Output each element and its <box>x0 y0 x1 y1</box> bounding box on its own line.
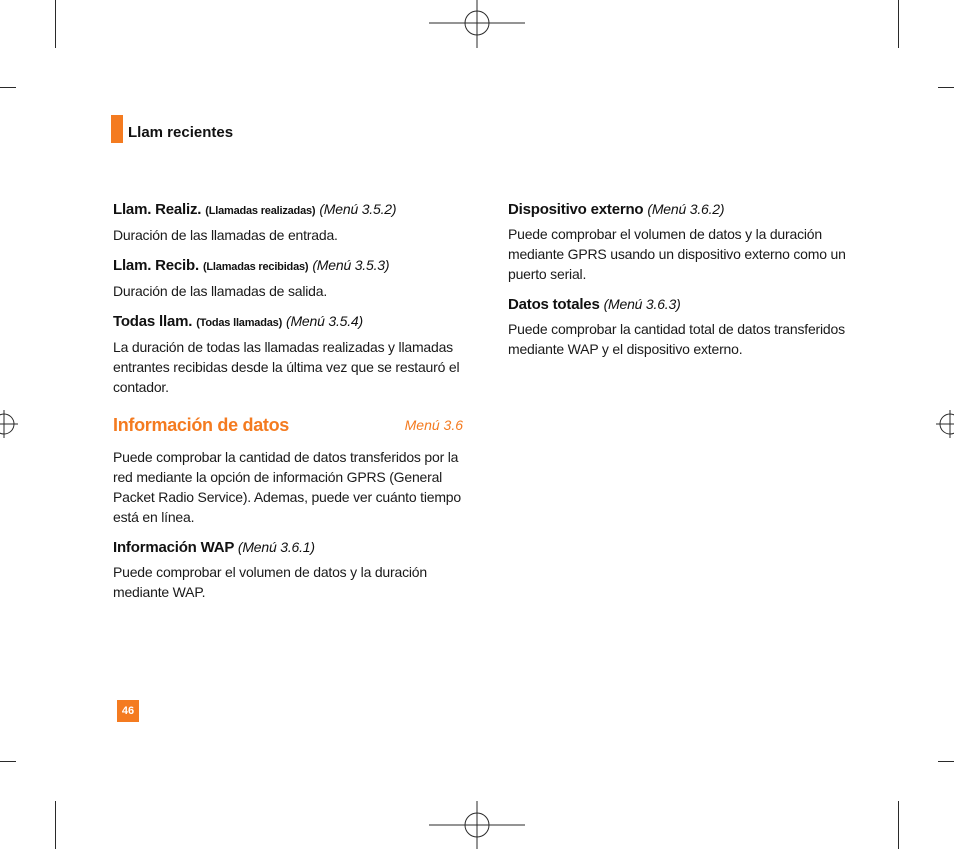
major-title: Información de datos <box>113 415 290 435</box>
registration-mark-left <box>0 400 18 448</box>
crop-mark-bl-v <box>55 801 56 849</box>
crop-mark-tr-h <box>938 87 954 88</box>
entry-heading: Información WAP (Menú 3.6.1) <box>113 539 315 556</box>
entry-llam-recib <box>113 255 463 301</box>
entry-body: Duración de las llamadas de salida. <box>113 283 328 299</box>
left-column <box>113 199 463 602</box>
crop-mark-tr-v <box>898 0 899 48</box>
crop-mark-br-h <box>938 761 954 762</box>
entry-body: Puede comprobar la cantidad total de datos transferidos mediante WAP y el dispositivo externo. <box>508 321 845 357</box>
crop-mark-tl-h <box>0 87 16 88</box>
entry-heading: Datos totales (Menú 3.6.3) <box>508 296 681 313</box>
crop-mark-br-v <box>898 801 899 849</box>
crop-mark-tl-v <box>55 0 56 48</box>
entry-body: Puede comprobar el volumen de datos y la duración mediante GPRS usando un dispositivo externo como un puerto serial. <box>508 226 846 282</box>
entry-dispositivo-externo <box>508 199 858 284</box>
registration-mark-right <box>936 400 954 448</box>
major-heading-datos <box>113 413 463 437</box>
registration-mark-bottom <box>429 801 525 849</box>
entry-heading: Todas llam. (Todas llamadas) (Menú 3.5.4) <box>113 313 363 330</box>
entry-body: La duración de todas las llamadas realizadas y llamadas entrantes recibidas desde la última vez que se restauró el contador. <box>113 339 460 395</box>
right-column <box>508 199 858 359</box>
page-number: 46 <box>117 700 139 722</box>
entry-heading: Llam. Realiz. (Llamadas realizadas) (Menú 3.5.2) <box>113 201 397 218</box>
section-title: Llam recientes <box>128 124 234 141</box>
entry-heading: Dispositivo externo (Menú 3.6.2) <box>508 201 725 218</box>
major-menu-number: Menú 3.6 <box>404 417 463 433</box>
entry-llam-realiz <box>113 199 463 245</box>
entry-todas-llam <box>113 311 463 397</box>
entry-heading: Llam. Recib. (Llamadas recibidas) (Menú 3.5.3) <box>113 257 390 274</box>
section-accent-bar <box>111 115 123 143</box>
crop-mark-bl-h <box>0 761 16 762</box>
entry-info-wap <box>113 537 463 602</box>
entry-datos-totales <box>508 294 858 359</box>
major-body: Puede comprobar la cantidad de datos transferidos por la red mediante la opción de información GPRS (General Packet Radio Service). Ademas, puede ver cuánto tiempo está en línea. <box>113 449 461 525</box>
entry-body: Duración de las llamadas de entrada. <box>113 227 338 243</box>
registration-mark-top <box>429 0 525 48</box>
entry-body: Puede comprobar el volumen de datos y la duración mediante WAP. <box>113 564 427 600</box>
